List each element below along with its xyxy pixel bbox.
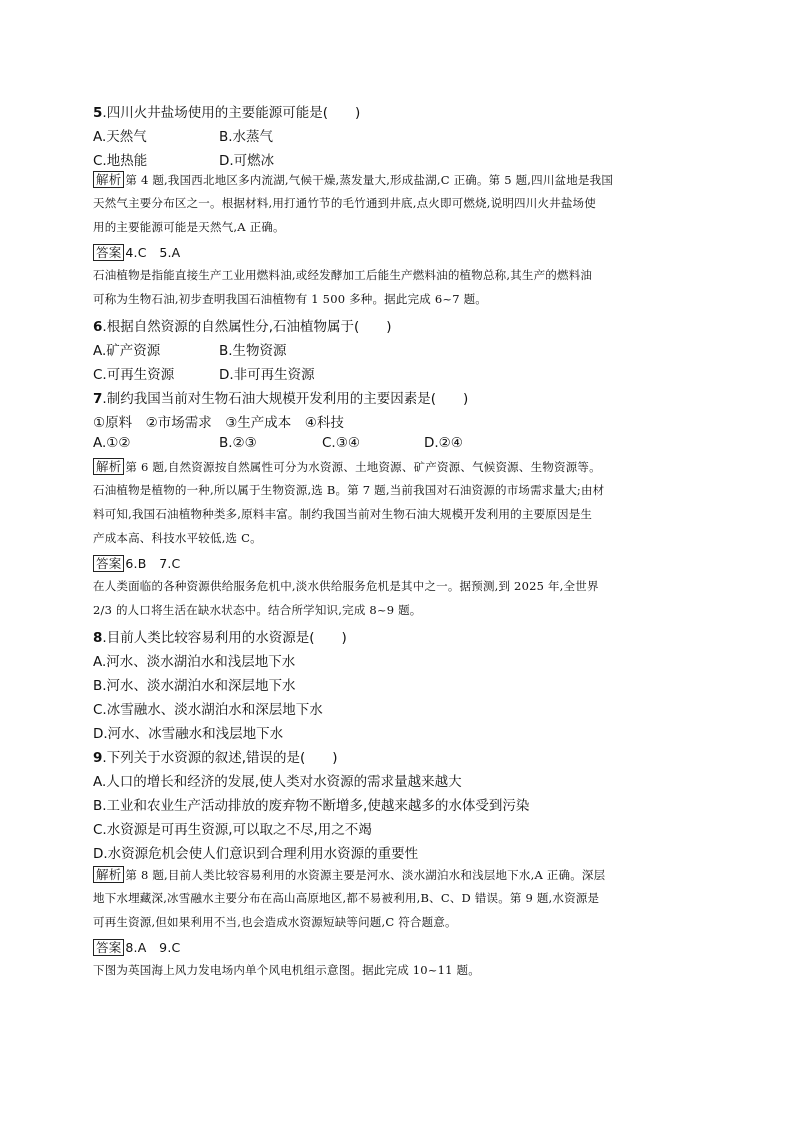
option-b: B.生物资源 [219,343,287,359]
option-b: B.水蒸气 [219,129,274,145]
option-a: A.河水、淡水湖泊水和浅层地下水 [93,654,296,670]
answer-text: 4.C 5.A [125,245,181,260]
option-d: D.②④ [424,435,463,451]
explanation-line [93,866,605,883]
option-d: D.水资源危机会使人们意识到合理利用水资源的重要性 [93,846,419,862]
question-text: .四川火井盐场使用的主要能源可能是( ) [102,105,361,121]
answer-line [93,938,180,956]
explanation-line: 产成本高、科技水平较低,选 C。 [93,531,262,545]
option-c: C.③④ [322,435,360,451]
material-line: 石油植物是指能直接生产工业用燃料油,或经发酵加工后能生产燃料油的植物总称,其生产的燃料油 [93,268,593,282]
answer-tag: 答案 [93,555,124,572]
option-a: A.矿产资源 [93,343,161,359]
explanation-line: 料可知,我国石油植物种类多,原料丰富。制约我国当前对生物石油大规模开发利用的主要原因是生 [93,507,593,521]
option-d: D.非可再生资源 [219,367,315,383]
option-a: A.①② [93,435,131,451]
option-a: A.天然气 [93,129,147,145]
question-number: 9 [93,750,103,766]
question-number: 8 [93,630,103,646]
answer-line [93,554,180,572]
explanation-line [93,458,601,475]
question-text: .下列关于水资源的叙述,错误的是( ) [102,750,338,766]
question-number: 7 [93,391,103,407]
answer-text: 6.B 7.C [125,556,181,571]
explanation-text: 第 6 题,自然资源按自然属性可分为水资源、土地资源、矿产资源、气候资源、生物资源等。 [125,460,601,474]
question-7-items: ①原料 ②市场需求 ③生产成本 ④科技 [93,415,344,431]
answer-text: 8.A 9.C [125,940,181,955]
answer-tag: 答案 [93,939,124,956]
explanation-tag: 解析 [93,458,124,475]
answer-line [93,243,180,261]
option-c: C.地热能 [93,153,148,169]
explanation-line: 用的主要能源可能是天然气,A 正确。 [93,220,285,234]
answer-tag: 答案 [93,244,124,261]
explanation-line: 地下水埋藏深,冰雪融水主要分布在高山高原地区,都不易被利用,B、C、D 错误。第 9 题,水资源是 [93,891,600,905]
question-6-stem [93,315,392,335]
explanation-tag: 解析 [93,866,124,883]
question-number: 5 [93,105,103,121]
option-b: B.工业和农业生产活动排放的废弃物不断增多,使越来越多的水体受到污染 [93,798,530,814]
question-7-stem [93,387,468,407]
option-a: A.人口的增长和经济的发展,使人类对水资源的需求量越来越大 [93,774,462,790]
question-text: .目前人类比较容易利用的水资源是( ) [102,630,347,646]
option-b: B.②③ [219,435,257,451]
explanation-line [93,171,613,188]
explanation-text: 第 4 题,我国西北地区多内流湖,气候干燥,蒸发量大,形成盐湖,C 正确。第 5 题,四川盆地是我国 [125,173,614,187]
option-c: C.可再生资源 [93,367,175,383]
question-8-stem [93,626,347,646]
explanation-tag: 解析 [93,171,124,188]
option-d: D.可燃冰 [219,153,275,169]
explanation-line: 天然气主要分布区之一。根据材料,用打通竹节的毛竹通到井底,点火即可燃烧,说明四川火井盐场使 [93,196,596,210]
material-line: 可称为生物石油,初步查明我国石油植物有 1 500 多种。据此完成 6~7 题。 [93,292,487,306]
question-text: .根据自然资源的自然属性分,石油植物属于( ) [102,319,392,335]
question-5-stem [93,101,360,121]
question-9-stem [93,746,338,766]
explanation-line: 可再生资源,但如果利用不当,也会造成水资源短缺等问题,C 符合题意。 [93,915,457,929]
option-d: D.河水、冰雪融水和浅层地下水 [93,726,284,742]
material-line: 在人类面临的各种资源供给服务危机中,淡水供给服务危机是其中之一。据预测,到 2025 年,全世界 [93,579,599,593]
explanation-line: 石油植物是植物的一种,所以属于生物资源,选 B。第 7 题,当前我国对石油资源的市场需求量大;由材 [93,483,605,497]
explanation-text: 第 8 题,目前人类比较容易利用的水资源主要是河水、淡水湖泊水和浅层地下水,A 正确。深层 [125,868,606,882]
question-number: 6 [93,319,103,335]
option-b: B.河水、淡水湖泊水和深层地下水 [93,678,296,694]
question-text: .制约我国当前对生物石油大规模开发利用的主要因素是( ) [102,391,469,407]
material-line: 下图为英国海上风力发电场内单个风电机组示意图。据此完成 10~11 题。 [93,963,480,977]
option-c: C.水资源是可再生资源,可以取之不尽,用之不竭 [93,822,372,838]
material-line: 2/3 的人口将生活在缺水状态中。结合所学知识,完成 8~9 题。 [93,603,422,617]
option-c: C.冰雪融水、淡水湖泊水和深层地下水 [93,702,323,718]
